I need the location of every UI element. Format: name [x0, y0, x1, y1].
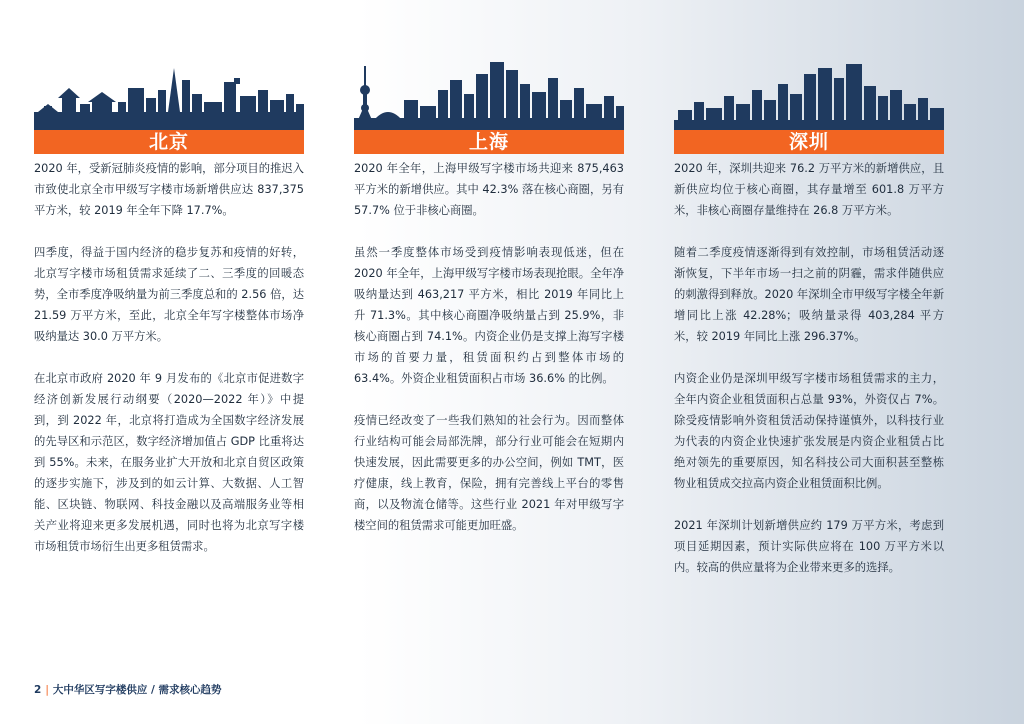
paragraph: 在北京市政府 2020 年 9 月发布的《北京市促进数字经济创新发展行动纲要（2020—2022 年）》中提到，到 2022 年，北京将打造成为全国数字经济发展的先导区和示范区，数字经济增加值占 GDP 比重将达到 55%。未来，在服务业扩大开放和北京自贸区政策的逐步实施下，涉及到的如云计算、大数据、人工智能、区块链、物联网、科技金融以及高端服务业等相关产业将迎来更多发展机遇，同时也将为北京写字楼市场租赁市场衍生出更多租赁需求。 [34, 372, 304, 553]
paragraph: 疫情已经改变了一些我们熟知的社会行为。因而整体行业结构可能会局部洗牌，部分行业可能会在短期内快速发展，因此需要更多的办公空间，例如 TMT，医疗健康，线上教育，保险，拥有完善线上平台的零售商，以及物流仓储等。这些行业 2021 年对甲级写字楼空间的租赁需求可能更加旺盛。 [354, 414, 624, 532]
paragraph: 虽然一季度整体市场受到疫情影响表现低迷，但在 2020 年全年，上海甲级写字楼市场表现抢眼。全年净吸纳量达到 463,217 平方米，相比 2019 年同比上升 71.3%。其中核心商圈净吸纳量占到 25.9%，非核心商圈占到 74.1%。内资企业仍是支撑上海写字楼市场的首要力量，租赁面积约占到整体市场的 63.4%。外资企业租赁面积占市场 36.6% 的比例。 [354, 246, 624, 385]
paragraph: 2020 年，深圳共迎来 76.2 万平方米的新增供应，且新供应均位于核心商圈，其存量增至 601.8 万平方米，非核心商圈存量维持在 26.8 万平方米。 [674, 162, 944, 217]
city-title-shenzhen: 深圳 [674, 130, 944, 154]
page-number: 2 [34, 684, 42, 696]
column-beijing [34, 60, 304, 557]
paragraph: 四季度，得益于国内经济的稳步复苏和疫情的好转，北京写字楼市场租赁需求延续了二、三季度的回暖态势，全市季度净吸纳量为前三季度总和的 2.56 倍，达 21.59 万平方米，至此，北京全年写字楼整体市场净吸纳量达 30.0 万平方米。 [34, 246, 304, 343]
beijing-skyline-illustration [34, 60, 304, 130]
paragraph: 2020 年全年，上海甲级写字楼市场共迎来 875,463 平方米的新增供应。其中 42.3% 落在核心商圈，另有 57.7% 位于非核心商圈。 [354, 162, 624, 217]
footer-title: 大中华区写字楼供应 / 需求核心趋势 [52, 684, 222, 696]
column-shenzhen [674, 60, 944, 578]
shanghai-skyline-illustration [354, 60, 624, 130]
paragraph: 随着二季度疫情逐渐得到有效控制，市场租赁活动逐渐恢复，下半年市场一扫之前的阴霾，需求伴随供应的刺激得到释放。2020 年深圳全市甲级写字楼全年新增同比上涨 42.28%；吸纳量录得 403,284 平方米，较 2019 年同比上涨 296.37%。 [674, 246, 944, 343]
paragraph: 2021 年深圳计划新增供应约 179 万平方米，考虑到项目延期因素，预计实际供应将在 100 万平方米以内。较高的供应量将为企业带来更多的选择。 [674, 519, 944, 574]
paragraph: 内资企业仍是深圳甲级写字楼市场租赁需求的主力，全年内资企业租赁面积占总量 93%，外资仅占 7%。除受疫情影响外资租赁活动保持谨慎外，以科技行业为代表的内资企业快速扩张发展是内资企业租赁占比绝对领先的重要原因，知名科技公司大面积甚至整栋物业租赁成交拉高内资企业租赁面积比例。 [674, 372, 944, 490]
shenzhen-skyline-illustration [674, 60, 944, 130]
city-title-beijing: 北京 [34, 130, 304, 154]
footer-separator: | [45, 684, 49, 696]
city-title-shanghai: 上海 [354, 130, 624, 154]
page-footer [34, 682, 222, 697]
column-shanghai [354, 60, 624, 536]
paragraph: 2020 年，受新冠肺炎疫情的影响，部分项目的推迟入市致使北京全市甲级写字楼市场新增供应达 837,375 平方米，较 2019 年全年下降 17.7%。 [34, 162, 304, 217]
